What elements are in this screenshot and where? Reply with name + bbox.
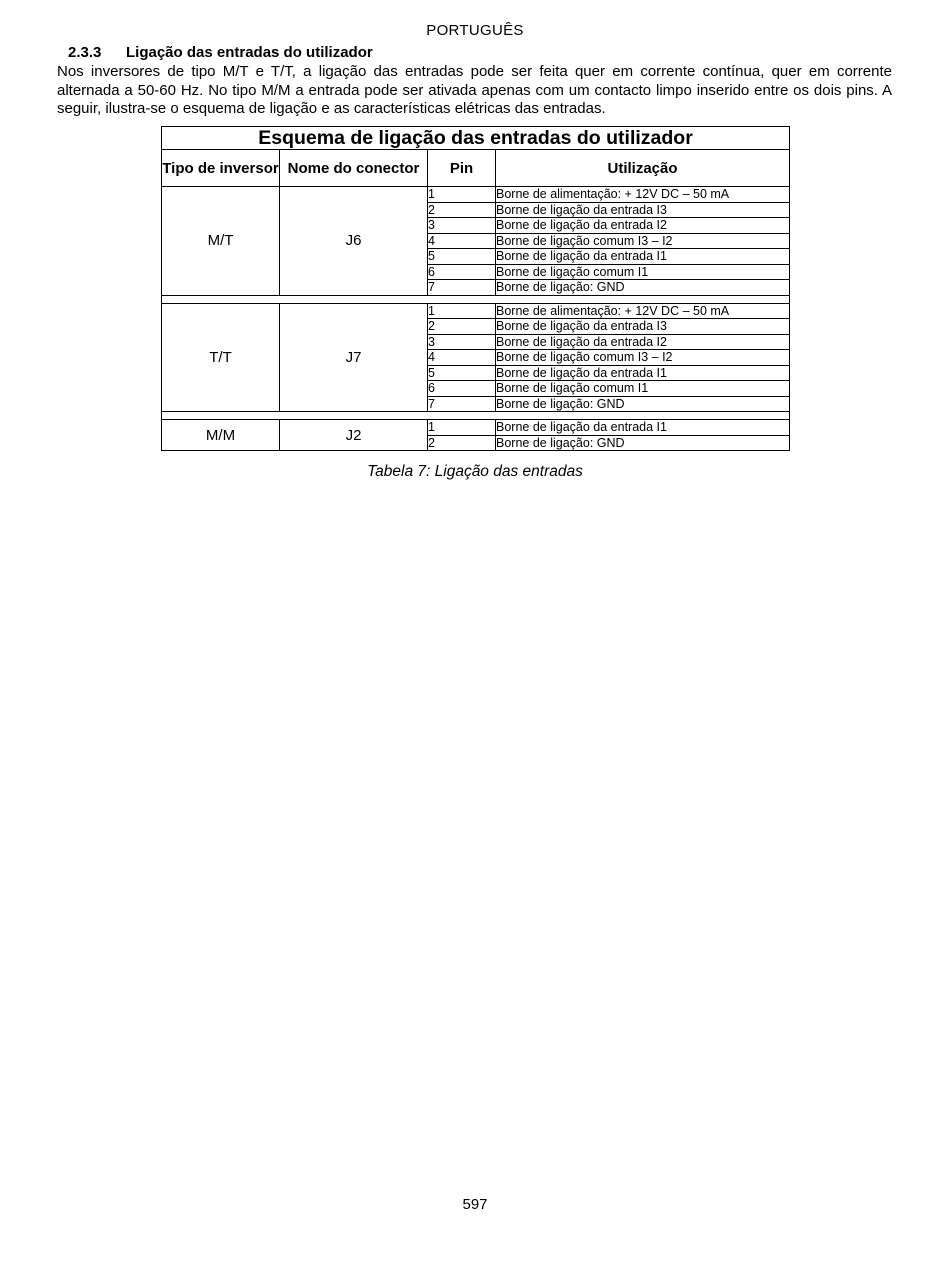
pin-cell: 3 — [428, 218, 496, 234]
pin-cell: 7 — [428, 280, 496, 296]
page-number: 597 — [462, 1196, 488, 1213]
table-caption: Tabela 7: Ligação das entradas — [367, 463, 583, 480]
conector-cell: J6 — [280, 187, 428, 296]
pin-cell: 4 — [428, 233, 496, 249]
pin-cell: 3 — [428, 334, 496, 350]
pin-cell: 7 — [428, 396, 496, 412]
uso-cell: Borne de ligação: GND — [496, 435, 790, 451]
pin-cell: 2 — [428, 319, 496, 335]
table-title: Esquema de ligação das entradas do utilizador — [162, 127, 790, 150]
conector-cell: J7 — [280, 303, 428, 412]
uso-cell: Borne de ligação comum I3 – I2 — [496, 233, 790, 249]
pin-cell: 5 — [428, 365, 496, 381]
conector-cell: J2 — [280, 420, 428, 451]
pin-cell: 6 — [428, 264, 496, 280]
pin-cell: 2 — [428, 435, 496, 451]
header-nome: Nome do conector — [280, 150, 428, 187]
intro-paragraph: Nos inversores de tipo M/T e T/T, a ligação das entradas pode ser feita quer em corrente contínua, quer em corrente alternada a 50-60 Hz. No tipo M/M a entrada pode ser ativada apenas com um contacto limpo inserido entre os dois pins. A seguir, ilustra-se o esquema de ligação e as características elétricas das entradas. — [57, 63, 892, 117]
tipo-cell: T/T — [162, 303, 280, 412]
section-heading — [68, 44, 373, 61]
tipo-cell: M/M — [162, 420, 280, 451]
pin-cell: 5 — [428, 249, 496, 265]
pin-cell: 1 — [428, 187, 496, 203]
section-title: Ligação das entradas do utilizador — [126, 44, 373, 61]
uso-cell: Borne de ligação comum I1 — [496, 381, 790, 397]
section-number: 2.3.3 — [68, 44, 102, 61]
header-pin: Pin — [428, 150, 496, 187]
uso-cell: Borne de ligação da entrada I3 — [496, 319, 790, 335]
group-separator — [162, 295, 790, 303]
uso-cell: Borne de ligação da entrada I2 — [496, 334, 790, 350]
header-tipo: Tipo de inversor — [162, 150, 280, 187]
table-row — [162, 187, 790, 203]
uso-cell: Borne de alimentação: + 12V DC – 50 mA — [496, 303, 790, 319]
inputs-wiring-table — [161, 126, 790, 451]
pin-cell: 4 — [428, 350, 496, 366]
uso-cell: Borne de ligação comum I1 — [496, 264, 790, 280]
pin-cell: 1 — [428, 303, 496, 319]
uso-cell: Borne de ligação da entrada I3 — [496, 202, 790, 218]
uso-cell: Borne de ligação da entrada I1 — [496, 420, 790, 436]
table-row — [162, 303, 790, 319]
uso-cell: Borne de ligação comum I3 – I2 — [496, 350, 790, 366]
uso-cell: Borne de ligação: GND — [496, 396, 790, 412]
uso-cell: Borne de ligação da entrada I1 — [496, 249, 790, 265]
uso-cell: Borne de alimentação: + 12V DC – 50 mA — [496, 187, 790, 203]
header-uso: Utilização — [496, 150, 790, 187]
group-separator — [162, 412, 790, 420]
table-row — [162, 420, 790, 436]
pin-cell: 6 — [428, 381, 496, 397]
uso-cell: Borne de ligação da entrada I2 — [496, 218, 790, 234]
uso-cell: Borne de ligação: GND — [496, 280, 790, 296]
tipo-cell: M/T — [162, 187, 280, 296]
page-header: PORTUGUÊS — [426, 22, 524, 39]
pin-cell: 1 — [428, 420, 496, 436]
pin-cell: 2 — [428, 202, 496, 218]
uso-cell: Borne de ligação da entrada I1 — [496, 365, 790, 381]
